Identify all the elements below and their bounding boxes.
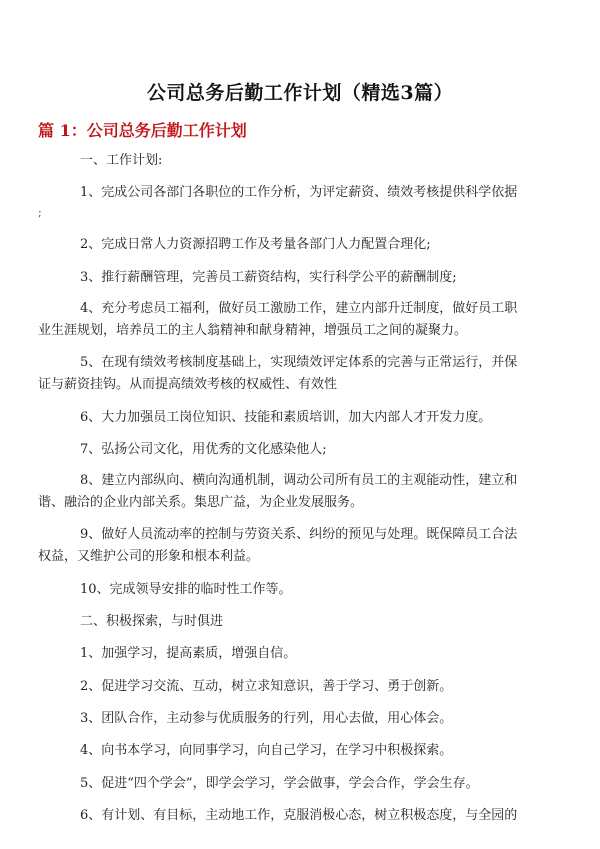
paragraph-line: 权益，又维护公司的形象和根本利益。 <box>38 549 260 564</box>
paragraph: 3、团队合作，主动参与优质服务的行列，用心去做，用心体会。 <box>80 711 453 726</box>
paragraph: 7、弘扬公司文化，用优秀的文化感染他人; <box>80 442 327 457</box>
paragraph-continuation: ; <box>38 206 42 219</box>
paragraph-line: 9、做好人员流动率的控制与劳资关系、纠纷的预见与处理。既保障员工合法 <box>80 527 518 542</box>
document-title: 公司总务后勤工作计划（精选3篇） <box>146 82 454 104</box>
paragraph-line: 业生涯规划，培养员工的主人翁精神和献身精神，增强员工之间的凝聚力。 <box>38 323 468 338</box>
paragraph: 1、加强学习，提高素质，增强自信。 <box>80 646 297 661</box>
paragraph: 一、工作计划: <box>80 153 163 168</box>
paragraph-line: 4、充分考虑员工福利，做好员工激励工作，建立内部升迁制度，做好员工职 <box>80 301 518 316</box>
section-heading: 篇 1：公司总务后勤工作计划 <box>38 121 247 140</box>
paragraph: 二、积极探索，与时俱进 <box>80 614 224 629</box>
paragraph: 3、推行薪酬管理，完善员工薪资结构，实行科学公平的薪酬制度; <box>80 270 457 285</box>
paragraph-line: 5、在现有绩效考核制度基础上，实现绩效评定体系的完善与正常运行，并保 <box>80 355 518 370</box>
paragraph: 6、大力加强员工岗位知识、技能和素质培训，加大内部人才开发力度。 <box>80 410 492 425</box>
paragraph: 10、完成领导安排的临时性工作等。 <box>80 582 292 597</box>
paragraph-line: 证与薪资挂钩。从而提高绩效考核的权威性、有效性 <box>38 377 338 392</box>
paragraph: 2、促进学习交流、互动，树立求知意识，善于学习、勇于创新。 <box>80 679 453 694</box>
paragraph: 4、向书本学习，向同事学习，向自己学习，在学习中积极探索。 <box>80 743 453 758</box>
paragraph: 1、完成公司各部门各职位的工作分析，为评定薪资、绩效考核提供科学依据 <box>80 185 518 200</box>
paragraph-line: 谐、融洽的企业内部关系。集思广益，为企业发展服务。 <box>38 495 364 510</box>
paragraph: 2、完成日常人力资源招聘工作及考量各部门人力配置合理化; <box>80 237 431 252</box>
paragraph: 5、促进“四个学会”，即学会学习，学会做事，学会合作，学会生存。 <box>80 776 479 791</box>
paragraph: 6、有计划、有目标，主动地工作，克服消极心态，树立积极态度，与全园的 <box>80 808 518 823</box>
paragraph-line: 8、建立内部纵向、横向沟通机制，调动公司所有员工的主观能动性，建立和 <box>80 473 518 488</box>
